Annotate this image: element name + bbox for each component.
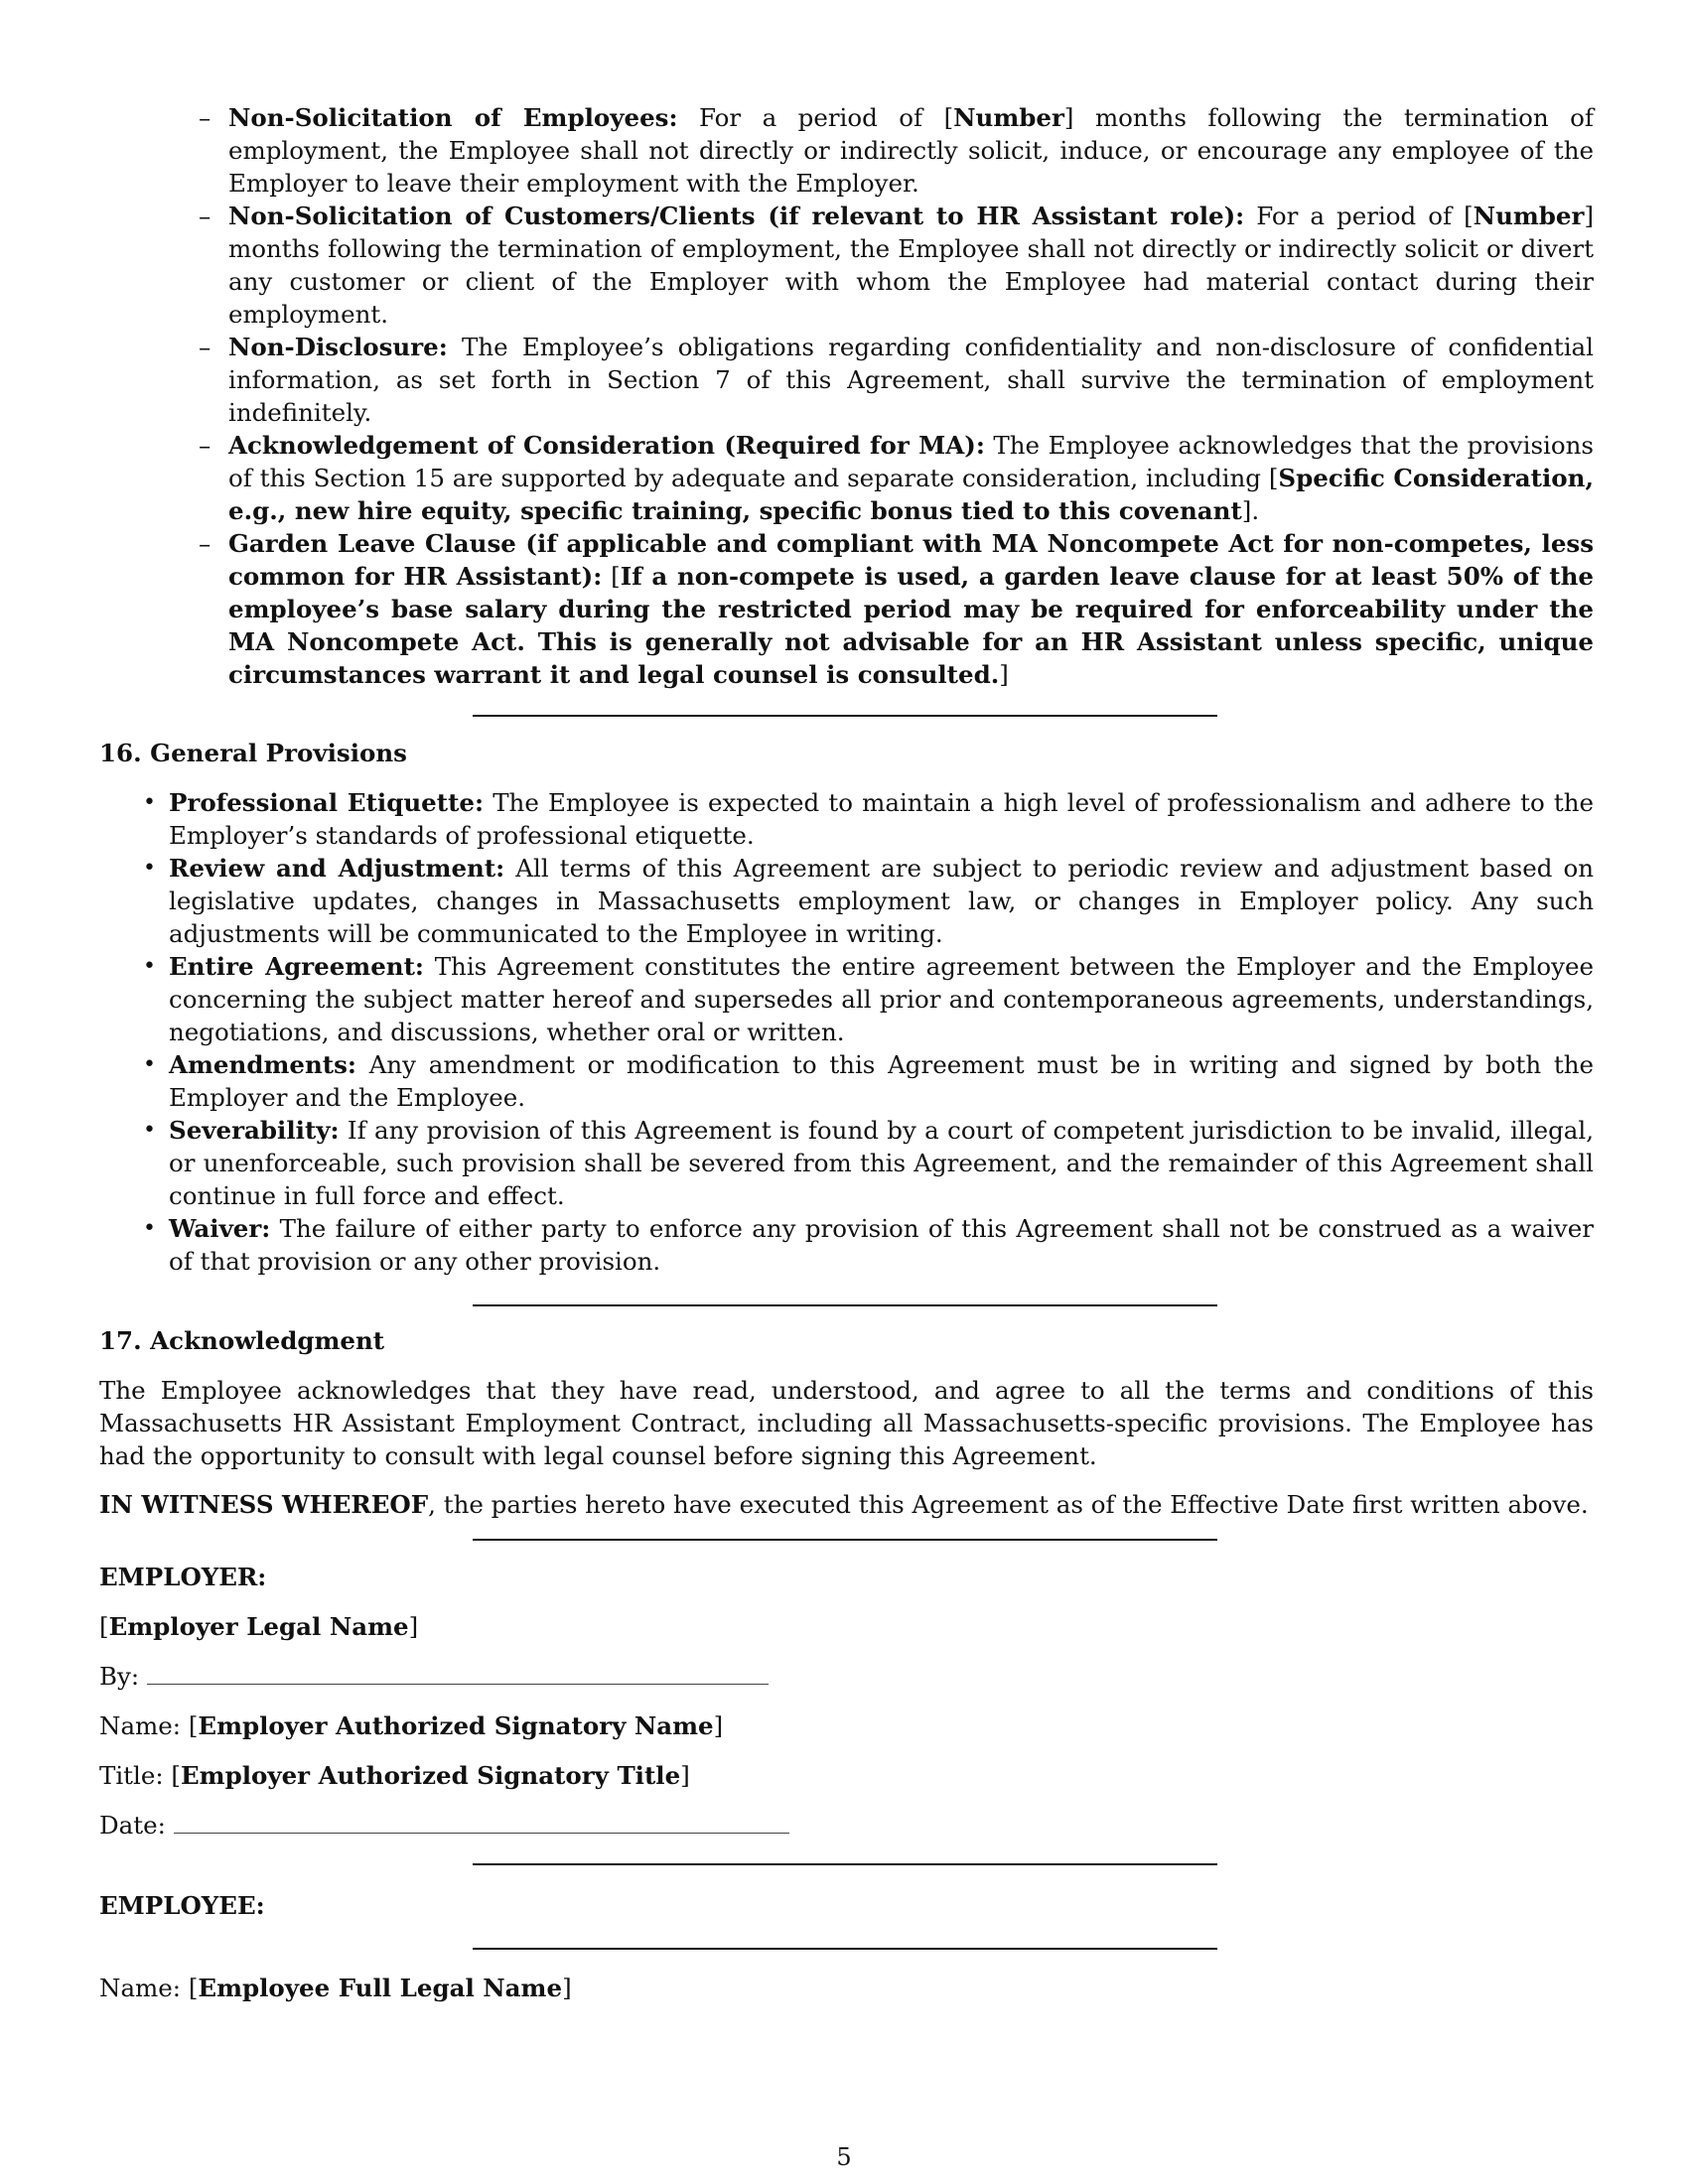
name-label: Name: (99, 1974, 182, 2002)
list-item (169, 1114, 1594, 1212)
item-title: Non-Solicitation of Customers/Clients (if relevant to HR Assistant role): (228, 202, 1245, 230)
signatory-title-row: Title: [Employer Authorized Signatory Title] (99, 1761, 690, 1790)
item-text: The failure of either party to enforce any provision of this Agreement shall not be construed as a waiver of that provision or any other provision. (169, 1214, 1594, 1276)
date-label: Date: (99, 1811, 166, 1840)
list-item (228, 101, 1594, 200)
item-title: Non-Solicitation of Employees: (228, 103, 678, 132)
section16-list (99, 786, 1594, 1278)
item-text: The Employee’s obligations regarding confidentiality and non-disclosure of confidential information, as set forth in Section 7 of this Agreement, shall survive the termination of employment indefinitely. (228, 333, 1594, 427)
item-text: The Employee acknowledges that the provisions of this Section 15 are supported by adequate and separate consideration, including [ (228, 431, 1594, 492)
placeholder-text: Specific Consideration, e.g., new hire equity, specific training, specific bonus tied to this covenant (228, 464, 1594, 525)
item-text: ] months following the termination of employment, the Employee shall not directly or indirectly solicit, induce, or encourage any employee of the Employer to leave their employment with the Employer. (228, 103, 1594, 198)
employee-name-value: Employee Full Legal Name (198, 1974, 563, 2002)
item-title: Review and Adjustment: (169, 854, 505, 883)
placeholder-text: If a non-compete is used, a garden leave clause for at least 50% of the employee’s base salary during the restricted period may be required for enforceability under the MA Noncompete Act. This is generally not advisable for an HR Assistant unless specific, unique circumstances warrant it and legal counsel is consulted. (228, 562, 1594, 689)
item-title: Severability: (169, 1116, 340, 1145)
item-text: ]. (1241, 496, 1260, 525)
divider (473, 1539, 1217, 1541)
signature-by-row (99, 1660, 1594, 1693)
list-item (228, 527, 1594, 691)
section-16-heading: 16. General Provisions (99, 739, 407, 767)
signature-line[interactable] (147, 1662, 769, 1685)
by-label: By: (99, 1662, 140, 1691)
employer-heading: EMPLOYER: (99, 1563, 267, 1591)
item-text: ] months following the termination of employment, the Employee shall not directly or indirectly solicit or divert any customer or client of the Employer with whom the Employee had material contact during their employment. (228, 202, 1594, 329)
signatory-name-row: Name: [Employer Authorized Signatory Name] (99, 1711, 724, 1740)
placeholder-text: Number (1473, 202, 1585, 230)
employer-legal-name-value: Employer Legal Name (108, 1612, 409, 1641)
witness-paragraph (99, 1488, 1594, 1521)
item-title: Garden Leave Clause (if applicable and compliant with MA Noncompete Act for non-competes, less common for HR Assistant): (228, 529, 1594, 591)
employee-heading: EMPLOYEE: (99, 1891, 265, 1920)
item-text: The Employee is expected to maintain a high level of professionalism and adhere to the Employer’s standards of professional etiquette. (169, 788, 1594, 850)
signature-date-row (99, 1809, 1594, 1842)
divider (473, 1948, 1217, 1950)
list-item (228, 200, 1594, 331)
signatory-name-value: Employer Authorized Signatory Name (198, 1711, 714, 1740)
divider (473, 1863, 1217, 1865)
item-text: For a period of [ (1244, 202, 1474, 230)
item-text: All terms of this Agreement are subject to periodic review and adjustment based on legislative updates, changes in Massachusetts employment law, or changes in Employer policy. Any such adjustments will be communicated to the Employee in writing. (169, 854, 1594, 948)
item-text: If any provision of this Agreement is found by a court of competent jurisdiction to be invalid, illegal, or unenforceable, such provision shall be severed from this Agreement, and the remainder of this Agreement shall continue in full force and effect. (169, 1116, 1594, 1210)
item-title: Amendments: (169, 1050, 356, 1079)
title-label: Title: (99, 1761, 164, 1790)
section-17-heading: 17. Acknowledgment (99, 1326, 385, 1355)
list-item (169, 950, 1594, 1048)
date-line[interactable] (174, 1811, 789, 1834)
list-item (169, 1212, 1594, 1278)
divider (473, 1304, 1217, 1306)
employer-legal-name: [Employer Legal Name] (99, 1612, 419, 1641)
placeholder-text: Number (953, 103, 1064, 132)
divider (473, 715, 1217, 717)
list-item (169, 852, 1594, 950)
acknowledgment-paragraph: The Employee acknowledges that they have read, understood, and agree to all the terms and conditions of this Massachusetts HR Assistant Employment Contract, including all Massachusetts-specific provisions. The Employee has had the opportunity to consult with legal counsel before signing this Agreement. (99, 1376, 1594, 1470)
employee-name-row: Name: [Employee Full Legal Name] (99, 1974, 572, 2002)
page-number: 5 (836, 2143, 852, 2171)
list-item (228, 331, 1594, 429)
list-item (169, 1048, 1594, 1114)
item-title: Non-Disclosure: (228, 333, 448, 361)
witness-text: , the parties hereto have executed this Agreement as of the Effective Date first written above. (428, 1490, 1589, 1519)
item-title: Acknowledgement of Consideration (Required for MA): (228, 431, 985, 460)
item-text: Any amendment or modification to this Agreement must be in writing and signed by both the Employer and the Employee. (169, 1050, 1594, 1112)
witness-bold: IN WITNESS WHEREOF (99, 1490, 429, 1519)
item-title: Waiver: (169, 1214, 271, 1243)
item-title: Professional Etiquette: (169, 788, 485, 817)
item-text: [ (602, 562, 621, 591)
document-page (99, 99, 1594, 2004)
item-text: ] (999, 660, 1009, 689)
name-label: Name: (99, 1711, 182, 1740)
signatory-title-value: Employer Authorized Signatory Title (180, 1761, 681, 1790)
item-text: For a period of [ (677, 103, 954, 132)
item-text: This Agreement constitutes the entire agreement between the Employer and the Employee concerning the subject matter hereof and supersedes all prior and contemporaneous agreements, understandings, negotiations, and discussions, whether oral or written. (169, 952, 1595, 1046)
item-title: Entire Agreement: (169, 952, 424, 981)
list-item (228, 429, 1594, 527)
list-item (169, 786, 1594, 852)
section15-list (99, 101, 1594, 691)
